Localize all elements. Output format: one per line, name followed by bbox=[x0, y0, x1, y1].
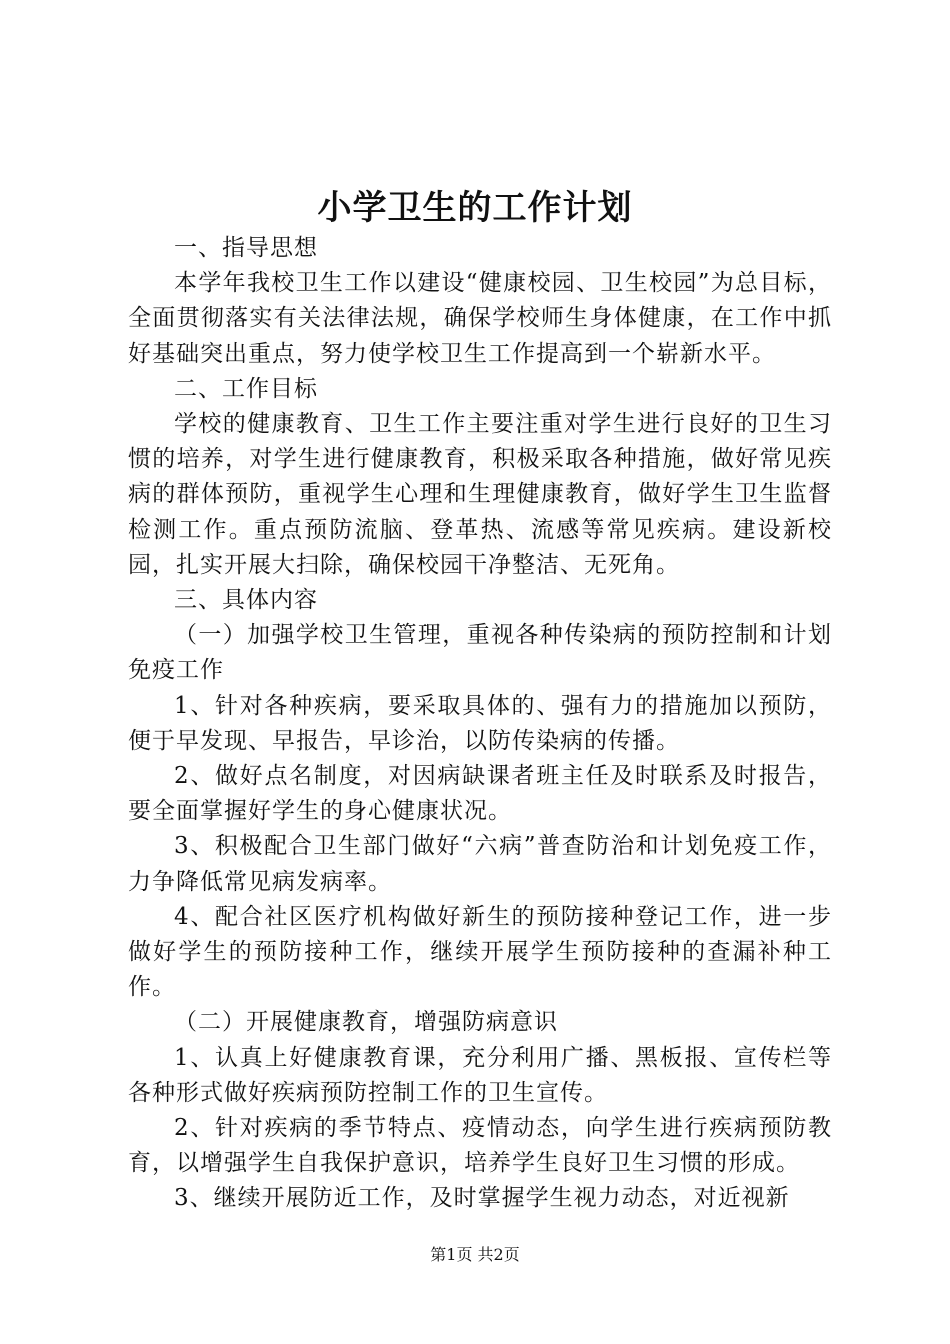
document-title: 小学卫生的工作计划 bbox=[317, 188, 633, 228]
list-item: 1、认真上好健康教育课，充分利用广播、黑板报、宣传栏等各种形式做好疾病预防控制工作的卫生宣传。 bbox=[128, 1044, 832, 1106]
body-paragraph: 本学年我校卫生工作以建设“健康校园、卫生校园”为总目标，全面贯彻落实有关法律法规，确保学校师生身体健康，在工作中抓好基础突出重点，努力使学校卫生工作提高到一个崭新水平。 bbox=[128, 270, 832, 367]
list-item: 1、针对各种疾病，要采取具体的、强有力的措施加以预防，便于早发现、早报告，早诊治，以防传染病的传播。 bbox=[128, 692, 832, 754]
list-item: 2、做好点名制度，对因病缺课者班主任及时联系及时报告，要全面掌握好学生的身心健康状况。 bbox=[128, 763, 832, 825]
list-item: 3、积极配合卫生部门做好“六病”普查防治和计划免疫工作，力争降低常见病发病率。 bbox=[128, 833, 832, 895]
subsection-heading: （一）加强学校卫生管理，重视各种传染病的预防控制和计划免疫工作 bbox=[128, 622, 832, 684]
section-heading: 一、指导思想 bbox=[174, 235, 318, 261]
list-item: 2、针对疾病的季节特点、疫情动态，向学生进行疾病预防教育，以增强学生自我保护意识，培养学生良好卫生习惯的形成。 bbox=[128, 1115, 832, 1177]
list-item: 3、继续开展防近工作，及时掌握学生视力动态，对近视新 bbox=[174, 1185, 790, 1212]
subsection-heading: （二）开展健康教育，增强防病意识 bbox=[174, 1009, 558, 1036]
section-heading: 二、工作目标 bbox=[174, 375, 318, 402]
body-paragraph: 学校的健康教育、卫生工作主要注重对学生进行良好的卫生习惯的培养，对学生进行健康教育，积极采取各种措施，做好常见疾病的群体预防，重视学生心理和生理健康教育，做好学生卫生监督检测工作。重点预防流脑、登革热、流感等常见疾病。建设新校园，扎实开展大扫除，确保校园干净整洁、无死角。 bbox=[128, 411, 832, 578]
page-footer: 第1页 共2页 bbox=[430, 1245, 520, 1264]
document-body bbox=[128, 231, 832, 1217]
list-item: 4、配合社区医疗机构做好新生的预防接种登记工作，进一步做好学生的预防接种工作，继续开展学生预防接种的查漏补种工作。 bbox=[128, 903, 832, 1001]
section-heading: 三、具体内容 bbox=[174, 587, 318, 614]
